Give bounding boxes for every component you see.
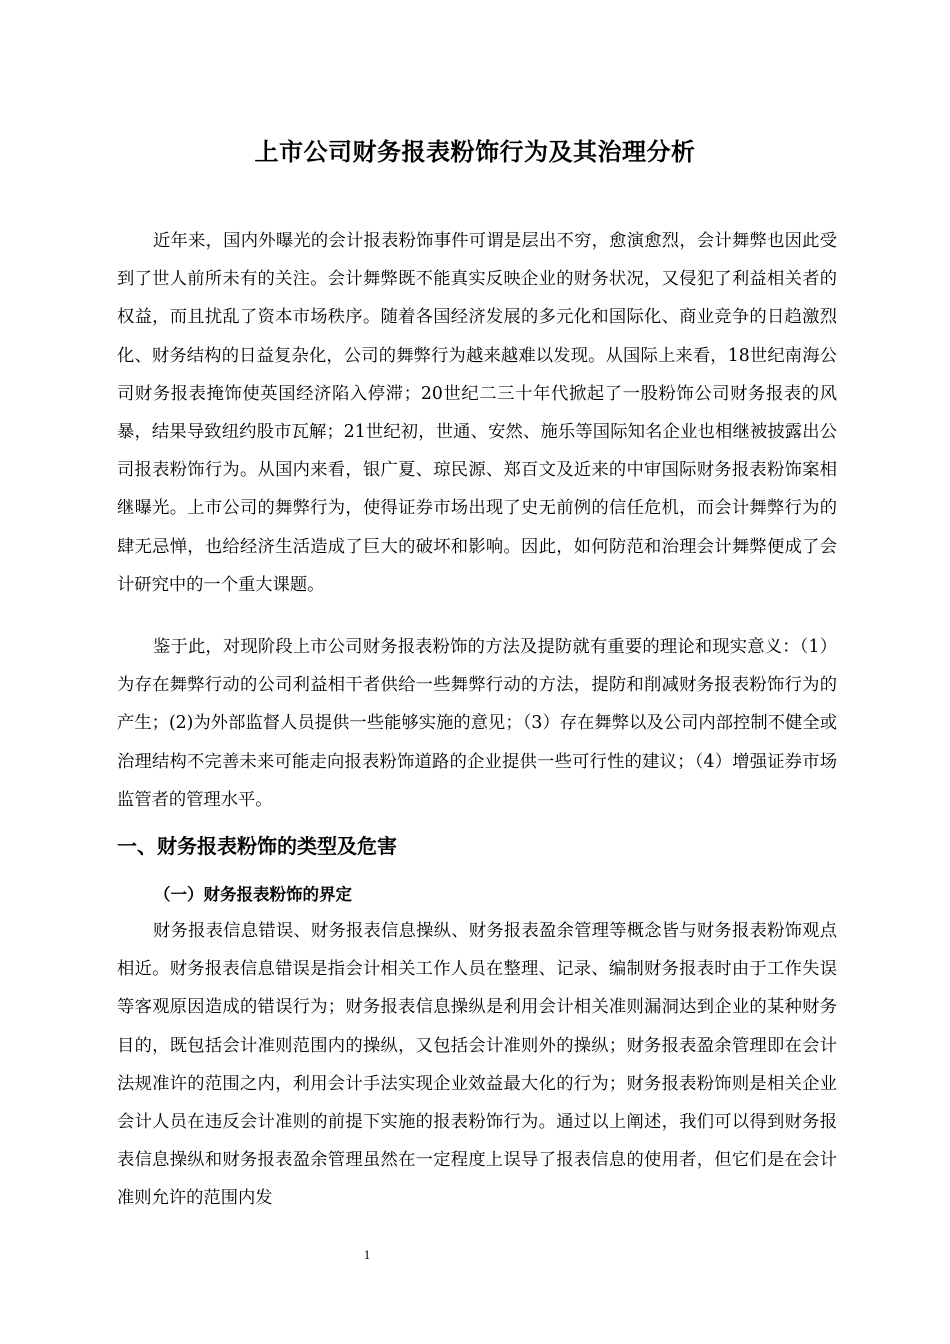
section-heading: 一、财务报表粉饰的类型及危害 <box>117 834 397 858</box>
page-number: 1 <box>363 1247 371 1262</box>
definition-paragraph: 财务报表信息错误、财务报表信息操纵、财务报表盈余管理等概念皆与财务报表粉饰观点相近。财务报表信息错误是指会计相关工作人员在整理、记录、编制财务报表时由于工作失误等客观原因造成的错误行为；财务报表信息操纵是利用会计相关准则漏洞达到企业的某种财务目的，既包括会计准则范围内的操纵，又包括会计准则外的操纵；财务报表盈余管理即在会计法规准许的范围之内，利用会计手法实现企业效益最大化的行为；财务报表粉饰则是相关企业会计人员在违反会计准则的前提下实施的报表粉饰行为。通过以上阐述，我们可以得到财务报表信息操纵和财务报表盈余管理虽然在一定程度上误导了报表信息的使用者，但它们是在会计准则允许的范围内发 <box>117 921 837 1209</box>
intro-paragraph: 近年来，国内外曝光的会计报表粉饰事件可谓是层出不穷，愈演愈烈，会计舞弊也因此受到了世人前所未有的关注。会计舞弊既不能真实反映企业的财务状况，又侵犯了利益相关者的权益，而且扰乱了资本市场秩序。随着各国经济发展的多元化和国际化、商业竞争的日趋激烈化、财务结构的日益复杂化，公司的舞弊行为越来越难以发现。从国际上来看，18世纪南海公司财务报表掩饰使英国经济陷入停滞；20世纪二三十年代掀起了一股粉饰公司财务报表的风暴，结果导致纽约股市瓦解；21世纪初，世通、安然、施乐等国际知名企业也相继被披露出公司报表粉饰行为。从国内来看，银广夏、琼民源、郑百文及近来的中审国际财务报表粉饰案相继曝光。上市公司的舞弊行为，使得证券市场出现了史无前例的信任危机，而会计舞弊行为的肆无忌惮，也给经济生活造成了巨大的破坏和影响。因此，如何防范和治理会计舞弊便成了会计研究中的一个重大课题。 <box>117 231 837 595</box>
significance-paragraph: 鉴于此，对现阶段上市公司财务报表粉饰的方法及提防就有重要的理论和现实意义：（1）为存在舞弊行动的公司利益相干者供给一些舞弊行动的方法，提防和削减财务报表粉饰行为的产生；(2)为外部监督人员提供一些能够实施的意见；（3）存在舞弊以及公司内部控制不健全或治理结构不完善未来可能走向报表粉饰道路的企业提供一些可行性的建议；（4）增强证券市场监管者的管理水平。 <box>117 637 837 810</box>
subsection-heading: （一）财务报表粉饰的界定 <box>154 885 352 904</box>
document-title: 上市公司财务报表粉饰行为及其治理分析 <box>254 138 696 166</box>
